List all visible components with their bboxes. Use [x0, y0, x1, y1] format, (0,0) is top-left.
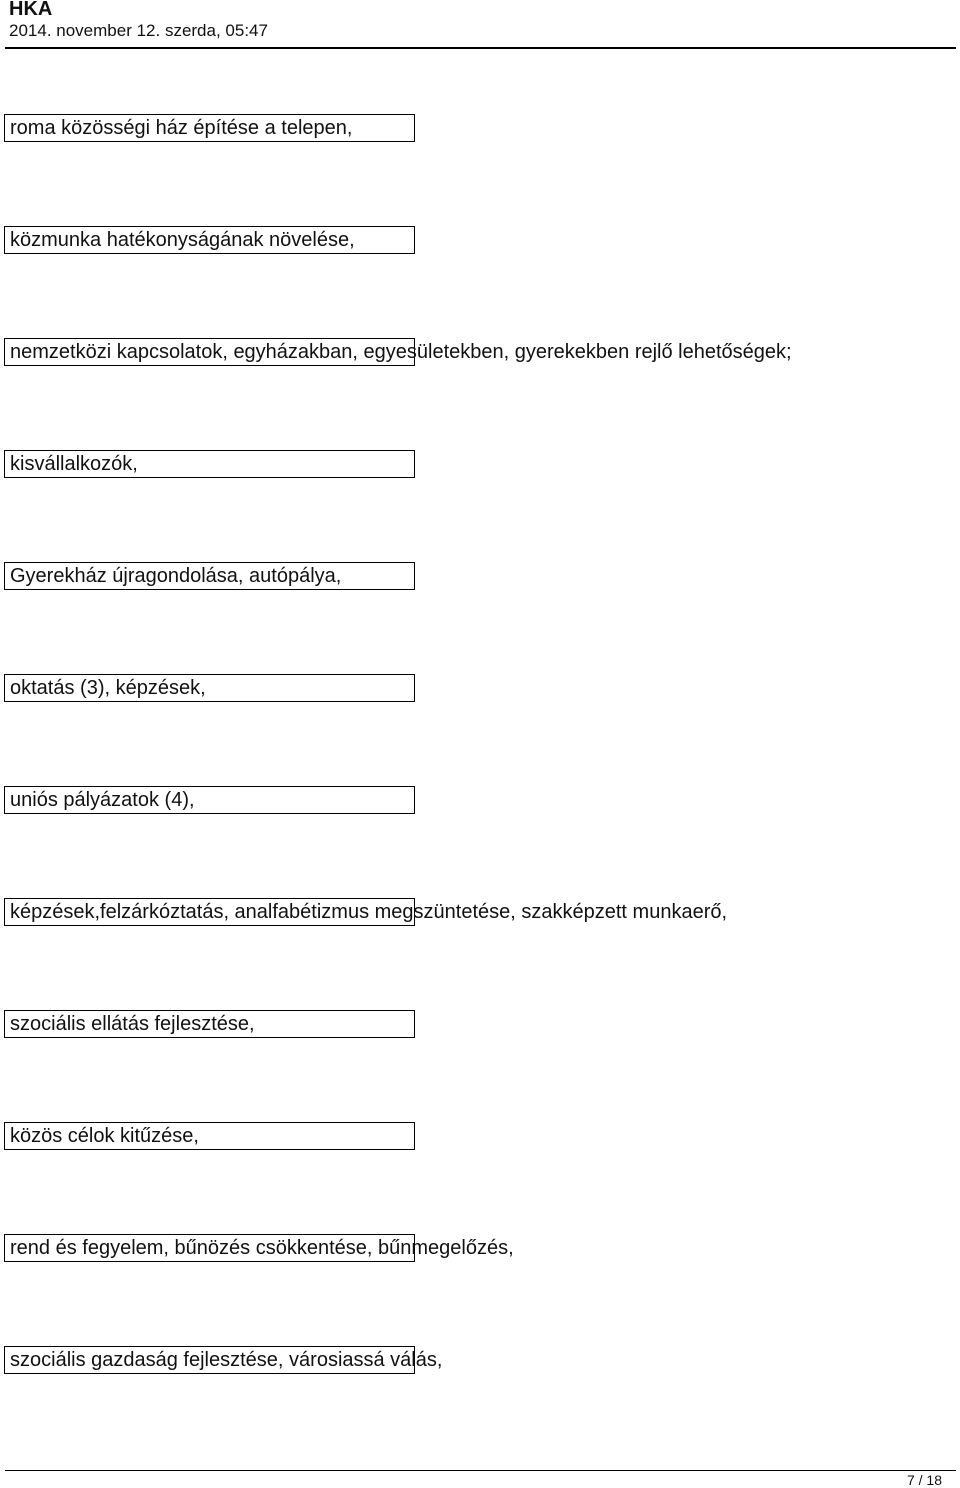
header-date: 2014. november 12. szerda, 05:47	[9, 21, 268, 40]
item-text: szociális gazdaság fejlesztése, városiassá válás,	[10, 1349, 443, 1371]
item-text: szociális ellátás fejlesztése,	[10, 1013, 255, 1035]
page-number: 7 / 18	[906, 1472, 942, 1488]
item-text: nemzetközi kapcsolatok, egyházakban, egyesületekben, gyerekekben rejlő lehetőségek;	[10, 341, 792, 363]
item-text: Gyerekház újragondolása, autópálya,	[10, 565, 342, 587]
item-text: roma közösségi ház építése a telepen,	[10, 117, 353, 139]
header-title: HKA	[9, 0, 53, 20]
item-text: képzések,felzárkóztatás, analfabétizmus megszüntetése, szakképzett munkaerő,	[10, 901, 728, 923]
item-text: rend és fegyelem, bűnözés csökkentése, bűnmegelőzés,	[10, 1237, 514, 1259]
item-text: közmunka hatékonyságának növelése,	[10, 229, 355, 251]
item-text: kisvállalkozók,	[10, 453, 138, 475]
footer-divider	[5, 1470, 956, 1471]
item-text: közös célok kitűzése,	[10, 1125, 199, 1147]
item-text: oktatás (3), képzések,	[10, 677, 206, 699]
item-text: uniós pályázatok (4),	[10, 789, 195, 811]
